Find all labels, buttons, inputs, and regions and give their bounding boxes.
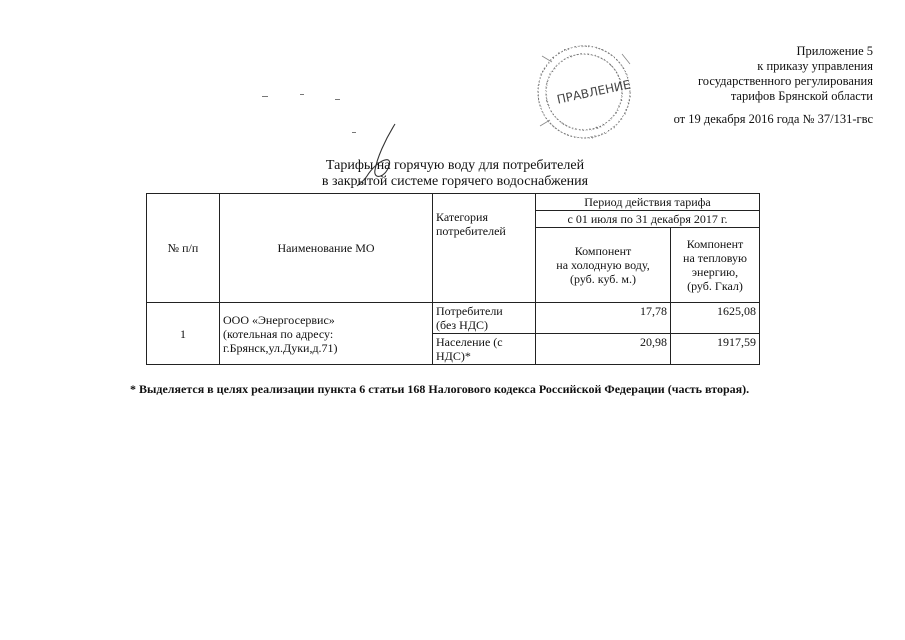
name-line: ООО «Энергосервис» bbox=[223, 312, 335, 327]
col-cold-header bbox=[536, 228, 671, 303]
table-header-row bbox=[147, 194, 760, 211]
heat-value: 1917,59 bbox=[671, 334, 760, 365]
category-line: НДС)* bbox=[436, 349, 471, 363]
scan-speck bbox=[262, 96, 268, 97]
category-line: Потребители bbox=[436, 304, 503, 318]
header-text-line: Компонент bbox=[574, 244, 632, 258]
category-line: (без НДС) bbox=[436, 318, 489, 332]
period-header: Период действия тарифа bbox=[536, 194, 760, 211]
header-line: Приложение 5 bbox=[796, 44, 873, 58]
name-line: г.Брянск,ул.Дуки,д.71) bbox=[223, 340, 338, 355]
table-row bbox=[147, 303, 760, 334]
header-text-line: энергию, bbox=[691, 265, 739, 279]
official-stamp bbox=[522, 36, 640, 140]
header-text-line: (руб. куб. м.) bbox=[570, 272, 636, 286]
col-name-header: Наименование МО bbox=[220, 194, 433, 303]
title-line-1: Тарифы на горячую воду для потребителей bbox=[325, 158, 585, 173]
cold-value: 17,78 bbox=[536, 303, 671, 334]
cold-value: 20,98 bbox=[536, 334, 671, 365]
scan-speck bbox=[335, 99, 340, 100]
category-line: Население (с bbox=[436, 335, 503, 349]
header-line: государственного регулирования bbox=[697, 74, 873, 88]
header-text-line: на холодную воду, bbox=[556, 258, 650, 272]
document-title bbox=[240, 158, 670, 190]
header-text-line: Компонент bbox=[686, 237, 744, 251]
header-line: тарифов Брянской области bbox=[730, 89, 873, 103]
scan-speck bbox=[300, 94, 304, 95]
heat-value: 1625,08 bbox=[671, 303, 760, 334]
row-category bbox=[433, 303, 536, 334]
row-number: 1 bbox=[147, 303, 220, 365]
order-date: от 19 декабря 2016 года № 37/131-гвс bbox=[673, 112, 873, 126]
col-category-header: Категория потребителей bbox=[433, 194, 536, 303]
title-line-2: в закрытой системе горячего водоснабжения bbox=[321, 174, 589, 189]
stamp-text: ПРАВЛЕНИЕ bbox=[555, 77, 632, 107]
period-range: с 01 июля по 31 декабря 2017 г. bbox=[536, 211, 760, 228]
appendix-header bbox=[698, 44, 873, 104]
header-line: к приказу управления bbox=[757, 59, 873, 73]
row-category bbox=[433, 334, 536, 365]
header-text-line: (руб. Гкал) bbox=[687, 279, 743, 293]
header-text-line: на тепловую bbox=[683, 251, 747, 265]
row-name bbox=[220, 303, 433, 365]
footnote: * Выделяется в целях реализации пункта 6 статьи 168 Налогового кодекса Российской Федерации (часть вторая). bbox=[130, 382, 750, 396]
col-heat-header bbox=[671, 228, 760, 303]
tariff-table bbox=[146, 193, 760, 365]
name-line: (котельная по адресу: bbox=[223, 326, 334, 341]
col-number-header: № п/п bbox=[147, 194, 220, 303]
